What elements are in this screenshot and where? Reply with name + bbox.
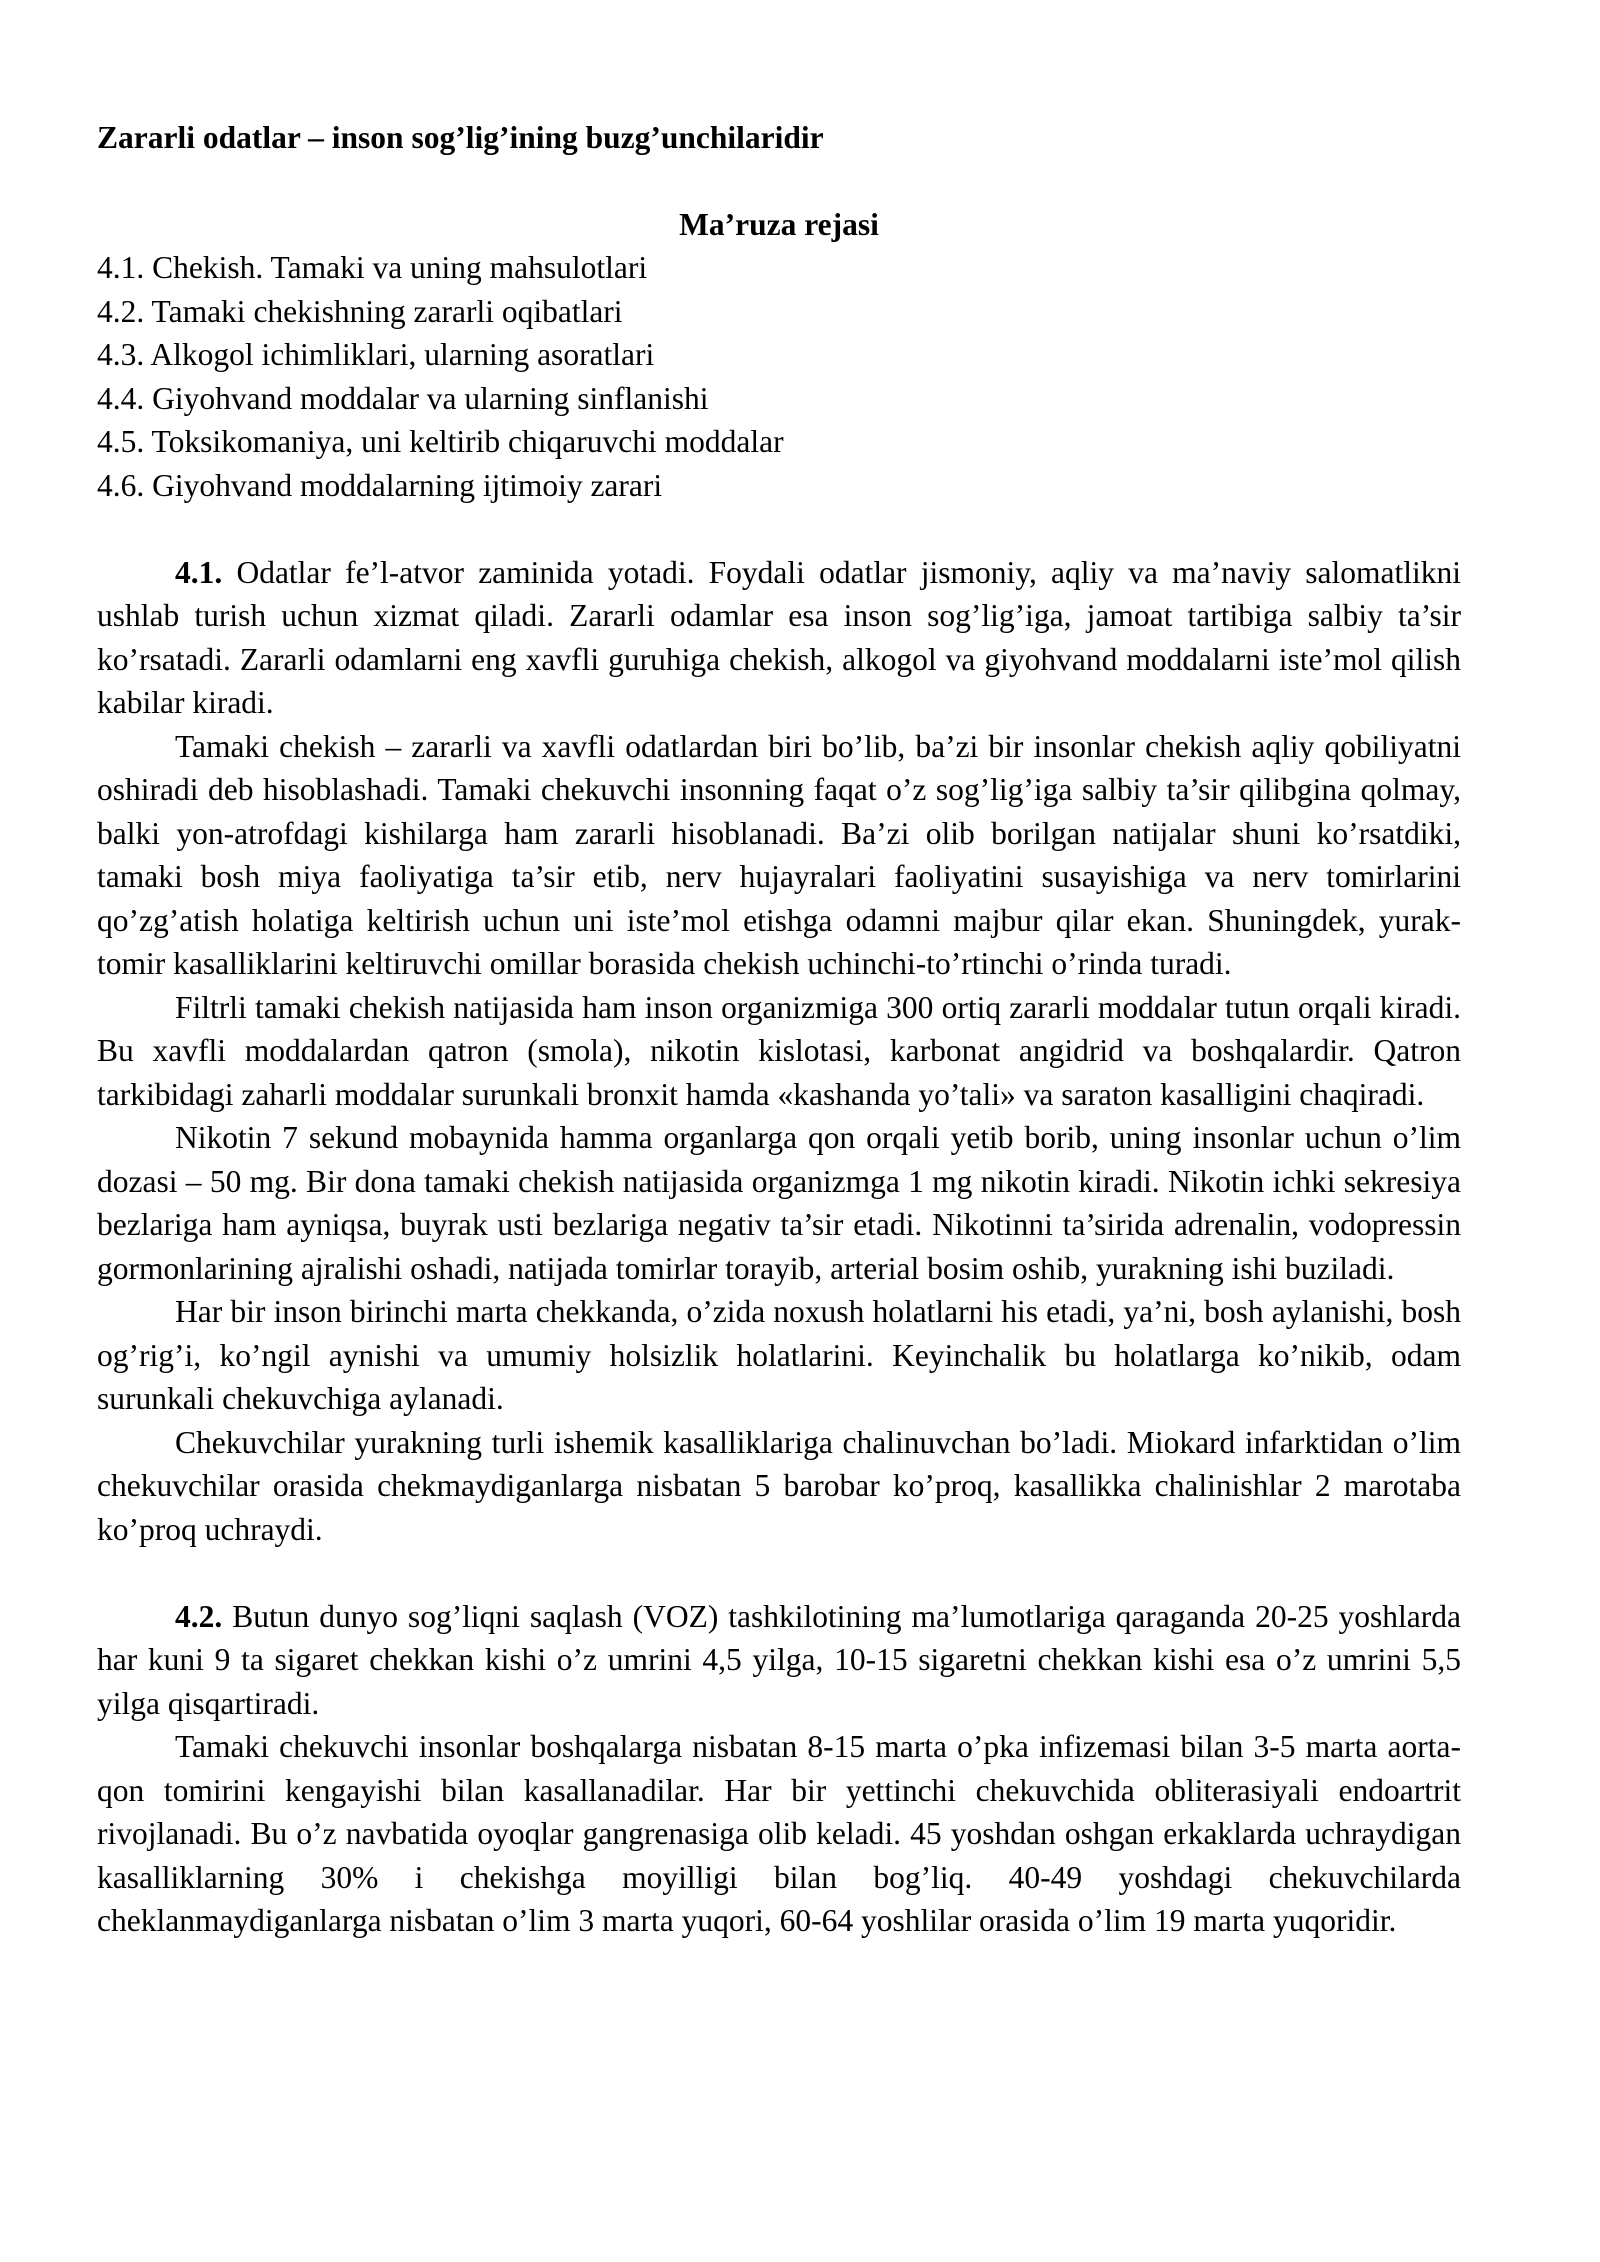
lecture-plan-list bbox=[97, 246, 1461, 507]
plan-item: 4.5. Toksikomaniya, uni keltirib chiqaruvchi moddalar bbox=[97, 424, 784, 459]
plan-item: 4.4. Giyohvand moddalar va ularning sinflanishi bbox=[97, 380, 709, 416]
paragraph: Tamaki chekuvchi insonlar boshqalarga nisbatan 8-15 marta o’pka infizemasi bilan 3-5 marta aorta-qon tomirini kengayishi bilan kasallanadilar. Har bir yettinchi chekuvchida obliterasiyali endoartrit rivojlanadi. Bu o’z navbatida oyoqlar gangrenasiga olib keladi. 45 yoshdan oshgan erkaklarda uchraydigan kasalliklarning 30% i chekishga moyilligi bilan bog’liq. 40-49 yoshdagi chekuvchilarda cheklanmaydiganlarga nisbatan o’lim 3 marta yuqori, 60-64 yoshlilar orasida o’lim 19 marta yuqoridir. bbox=[97, 1729, 1461, 1938]
paragraph bbox=[97, 1595, 1461, 1726]
paragraph-text: Butun dunyo sog’liqni saqlash (VOZ) tashkilotining ma’lumotlariga qaraganda 20-25 yoshlarda har kuni 9 ta sigaret chekkan kishi o’z umrini 4,5 yilga, 10-15 sigaretni chekkan kishi esa o’z umrini 5,5 yilga qisqartiradi. bbox=[97, 1598, 1461, 1721]
section-number: 4.2. bbox=[175, 1598, 223, 1634]
section-number: 4.1. bbox=[175, 554, 223, 590]
section-4-2 bbox=[97, 1595, 1461, 1943]
paragraph: Nikotin 7 sekund mobaynida hamma organlarga qon orqali yetib borib, uning insonlar uchun o’lim dozasi – 50 mg. Bir dona tamaki chekish natijasida organizmga 1 mg nikotin kiradi. Nikotin ichki sekresiya bezlariga ham ayniqsa, buyrak usti bezlariga negativ ta’sir etadi. Nikotinni ta’sirida adrenalin, vodopressin gormonlarining ajralishi oshadi, natijada tomirlar torayib, arterial bosim oshib, yurakning ishi buziladi. bbox=[97, 1120, 1461, 1286]
document-title: Zararli odatlar – inson sog’lig’ining buzg’unchilaridir bbox=[97, 120, 824, 155]
paragraph bbox=[97, 551, 1461, 725]
paragraph: Chekuvchilar yurakning turli ishemik kasalliklariga chalinuvchan bo’ladi. Miokard infarktidan o’lim chekuvchilar orasida chekmaydiganlarga nisbatan 5 barobar ko’proq, kasallikka chalinishlar 2 marotaba ko’proq uchraydi. bbox=[97, 1424, 1461, 1547]
plan-item: 4.2. Tamaki chekishning zararli oqibatlari bbox=[97, 293, 623, 329]
lecture-plan-heading: Ma’ruza rejasi bbox=[679, 206, 879, 242]
plan-item: 4.3. Alkogol ichimliklari, ularning asoratlari bbox=[97, 337, 655, 372]
plan-item: 4.6. Giyohvand moddalarning ijtimoiy zarari bbox=[97, 467, 663, 503]
paragraph: Har bir inson birinchi marta chekkanda, o’zida noxush holatlarni his etadi, ya’ni, bosh aylanishi, bosh og’rig’i, ko’ngil aynishi va umumiy holsizlik holatlarini. Keyinchalik bu holatlarga ko’nikib, odam surunkali chekuvchiga aylanadi. bbox=[97, 1294, 1461, 1416]
paragraph: Filtrli tamaki chekish natijasida ham inson organizmiga 300 ortiq zararli moddalar tutun orqali kiradi. Bu xavfli moddalardan qatron (smola), nikotin kislotasi, karbonat angidrid va boshqalardir. Qatron tarkibidagi zaharli moddalar surunkali bronxit hamda «kashanda yo’tali» va saraton kasalligini chaqiradi. bbox=[97, 989, 1461, 1112]
document-page bbox=[97, 116, 1461, 1943]
section-4-1 bbox=[97, 551, 1461, 1552]
plan-item: 4.1. Chekish. Tamaki va uning mahsulotlari bbox=[97, 250, 648, 285]
paragraph-text: Odatlar fe’l-atvor zaminida yotadi. Foydali odatlar jismoniy, aqliy va ma’naviy salomatlikni ushlab turish uchun xizmat qiladi. Zararli odamlar esa inson sog’lig’iga, jamoat tartibiga salbiy ta’sir ko’rsatadi. Zararli odamlarni eng xavfli guruhiga chekish, alkogol va giyohvand moddalarni iste’mol qilish kabilar kiradi. bbox=[97, 554, 1461, 720]
paragraph: Tamaki chekish – zararli va xavfli odatlardan biri bo’lib, ba’zi bir insonlar chekish aqliy qobiliyatni oshiradi deb hisoblashadi. Tamaki chekuvchi insonning faqat o’z sog’lig’iga salbiy ta’sir qilibgina qolmay, balki yon-atrofdagi kishilarga ham zararli hisoblanadi. Ba’zi olib borilgan natijalar shuni ko’rsatdiki, tamaki bosh miya faoliyatiga ta’sir etib, nerv hujayralari faoliyatini susayishiga va nerv tomirlarini qo’zg’atish holatiga keltirish uchun uni iste’mol etishga odamni majbur qilar ekan. Shuningdek, yurak-tomir kasalliklarini keltiruvchi omillar borasida chekish uchinchi-to’rtinchi o’rinda turadi. bbox=[97, 728, 1461, 981]
